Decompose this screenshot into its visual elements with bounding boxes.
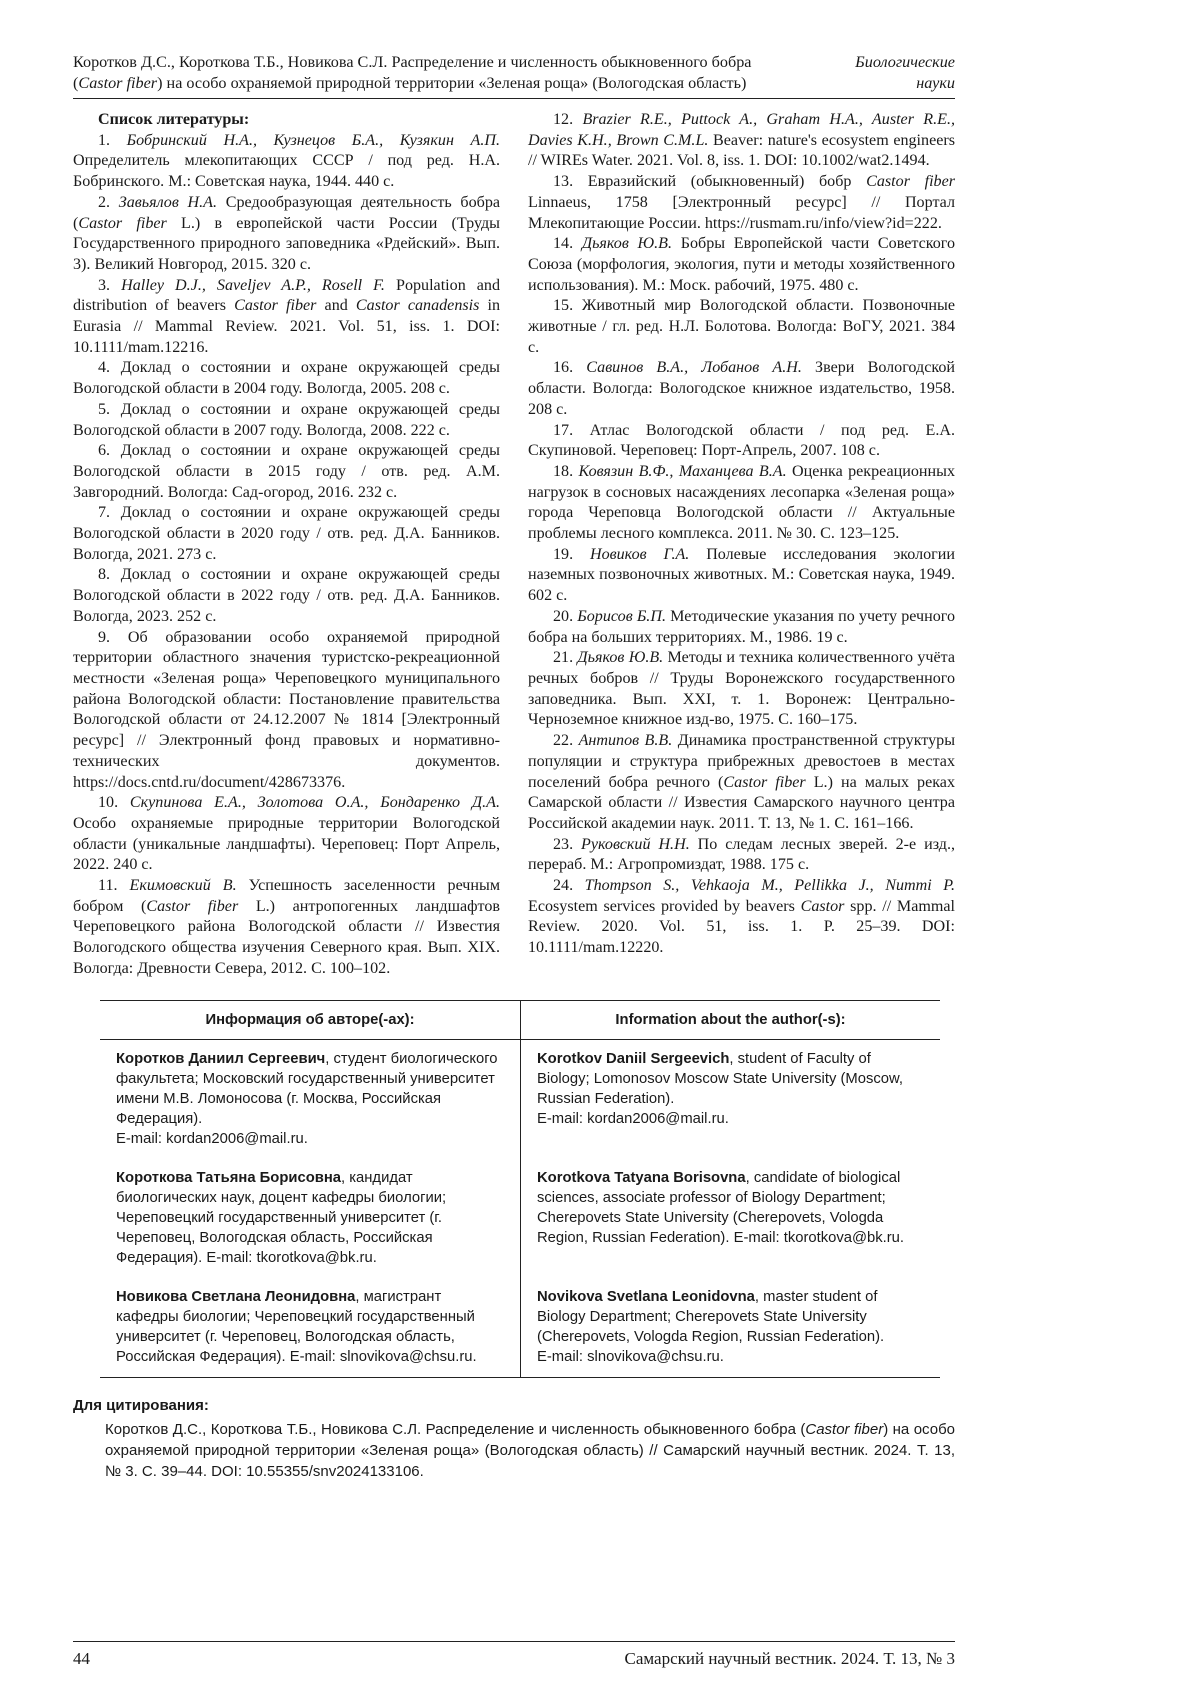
reference-item: 2. Завьялов Н.А. Средообразующая деятельность бобра (Castor fiber L.) в европейской части России (Труды Государственного природного заповедника «Рдейский». Вып. 3). Великий Новгород, 2015. 320 с. xyxy=(73,193,501,273)
reference-item: 1. Бобринский Н.А., Кузнецов Б.А., Кузякин А.П. Определитель млекопитающих СССР / под ред. Н.А. Бобринского. М.: Советская наука, 1944. 440 с. xyxy=(73,131,501,191)
author-info-en: Korotkova Tatyana Borisovna, candidate of biological sciences, associate professor of Biology Department; Cherepovets State University (Cherepovets, Vologda Region, Russian Federation). E-mail: tkorotkova@bk.ru. xyxy=(520,1159,940,1278)
references-heading: Список литературы: xyxy=(98,111,250,128)
reference-item: 23. Руковский Н.Н. По следам лесных зверей. 2-е изд., перераб. М.: Агропромиздат, 1988. 175 с. xyxy=(528,835,956,874)
author-info-ru: Новикова Светлана Леонидовна, магистрант кафедры биологии; Череповецкий государственный университет (г. Череповец, Вологодская область, Российская Федерация). E-mail: slnovikova@chsu.ru. xyxy=(116,1288,477,1365)
author-info-ru: Коротков Даниил Сергеевич, студент биологического факультета; Московский государственный университет имени М.В. Ломоносова (г. Москва, Российская Федерация). E-mail: kordan2006@mail.ru. xyxy=(116,1050,498,1147)
references-column-left xyxy=(73,110,500,980)
reference-item: 9. Об образовании особо охраняемой природной территории областного значения туристско-рекреационной местности «Зеленая роща» Череповецкого муниципального района Вологодской области: Постановление правительства Вологодской области от 24.12.2007 № 1814 [Электронный ресурс] // Электронный фонд правовых и нормативно-технических документов. https://docs.cntd.ru/document/428673376. xyxy=(73,628,500,791)
journal-name: Самарский научный вестник. 2024. Т. 13, № 3 xyxy=(624,1649,955,1668)
section-label-line1: Биологические xyxy=(855,53,955,71)
references-columns xyxy=(73,110,955,980)
citation-label: Для цитирования: xyxy=(73,1396,209,1414)
reference-item: 20. Борисов Б.П. Методические указания по учету речного бобра на больших территориях. М., 1986. 19 с. xyxy=(528,607,955,646)
reference-item: 17. Атлас Вологодской области / под ред. Е.А. Скупиновой. Череповец: Порт-Апрель, 2007. 108 с. xyxy=(528,421,955,460)
author-row xyxy=(100,1040,940,1159)
references-column-right xyxy=(528,110,955,980)
reference-item: 5. Доклад о состоянии и охране окружающей среды Вологодской области в 2007 году. Вологда, 2008. 222 с. xyxy=(73,400,500,439)
reference-item: 13. Евразийский (обыкновенный) бобр Castor fiber Linnaeus, 1758 [Электронный ресурс] // Портал Млекопитающие России. https://rusmam.ru/info/view?id=222. xyxy=(528,173,955,232)
reference-item: 7. Доклад о состоянии и охране окружающей среды Вологодской области в 2020 году / отв. ред. Д.А. Банников. Вологда, 2021. 273 с. xyxy=(73,504,500,563)
citation-block xyxy=(73,1395,955,1482)
running-title-line2: (Castor fiber) на особо охраняемой природной территории «Зеленая роща» (Вологодская область) xyxy=(73,74,747,92)
reference-item: 19. Новиков Г.А. Полевые исследования экологии наземных позвоночных животных. М.: Советская наука, 1949. 602 с. xyxy=(528,545,955,605)
authors-table-header-en: Information about the author(-s): xyxy=(520,1001,940,1039)
reference-item: 3. Halley D.J., Saveljev A.P., Rosell F. Population and distribution of beavers Castor fiber and Castor canadensis in Eurasia // Mammal Review. 2021. Vol. 51, iss. 1. DOI: 10.1111/mam.12216. xyxy=(73,276,501,356)
reference-item: 6. Доклад о состоянии и охране окружающей среды Вологодской области в 2015 году / отв. ред. А.М. Завгородний. Вологда: Сад-огород, 2016. 232 с. xyxy=(73,442,500,501)
running-header xyxy=(73,52,955,99)
reference-item: 10. Скупинова Е.А., Золотова О.А., Бондаренко Д.А. Особо охраняемые природные территории Вологодской области (уникальные ландшафты). Череповец: Порт Апрель, 2022. 240 с. xyxy=(73,794,500,874)
author-info-en: Novikova Svetlana Leonidovna, master student of Biology Department; Cherepovets State University (Cherepovets, Vologda Region, Russian Federation). E-mail: slnovikova@chsu.ru. xyxy=(520,1278,940,1377)
reference-item: 8. Доклад о состоянии и охране окружающей среды Вологодской области в 2022 году / отв. ред. Д.А. Банников. Вологда, 2023. 252 с. xyxy=(73,566,500,625)
page-number: 44 xyxy=(73,1649,90,1668)
author-info-en: Korotkov Daniil Sergeevich, student of Faculty of Biology; Lomonosov Moscow State University (Moscow, Russian Federation). E-mail: kordan2006@mail.ru. xyxy=(520,1040,940,1159)
page-content xyxy=(73,52,955,1482)
author-row xyxy=(100,1278,940,1377)
reference-item: 4. Доклад о состоянии и охране окружающей среды Вологодской области в 2004 году. Вологда, 2005. 208 с. xyxy=(73,359,500,398)
citation-text: Коротков Д.С., Короткова Т.Б., Новикова С.Л. Распределение и численность обыкновенного бобра (Castor fiber) на особо охраняемой природной территории «Зеленая роща» (Вологодская область) // Самарский научный вестник. 2024. Т. 13, № 3. С. 39–44. DOI: 10.55355/snv2024133106. xyxy=(105,1420,955,1480)
section-label-line2: науки xyxy=(916,74,955,92)
section-label xyxy=(855,52,955,94)
reference-item: 11. Екимовский В. Успешность заселенности речным бобром (Castor fiber L.) антропогенных ландшафтов Череповецкого района Вологодской области // Известия Вологодского общества изучения Северного края. Вып. XIX. Вологда: Древности Севера, 2012. С. 100–102. xyxy=(73,877,501,977)
reference-item: 14. Дьяков Ю.В. Бобры Европейской части Советского Союза (морфология, экология, пути и методы хозяйственного использования). М.: Моск. рабочий, 1975. 480 с. xyxy=(528,235,956,294)
author-info-ru: Короткова Татьяна Борисовна, кандидат биологических наук, доцент кафедры биологии; Череповецкий государственный университет (г. Череповец, Вологодская область, Российская Федерация). E-mail: tkorotkova@bk.ru. xyxy=(116,1169,447,1266)
page-footer xyxy=(73,1641,955,1670)
reference-item: 22. Антипов В.В. Динамика пространственной структуры популяции и структура прибрежных древостоев в местах поселений бобра речного (Castor fiber L.) на малых реках Самарской области // Известия Самарского научного центра Российской академии наук. 2011. Т. 13, № 1. С. 161–166. xyxy=(528,732,956,832)
reference-item: 24. Thompson S., Vehkaoja M., Pellikka J., Nummi P. Ecosystem services provided by beavers Castor spp. // Mammal Review. 2020. Vol. 51, iss. 1. P. 25–39. DOI: 10.1111/mam.12220. xyxy=(528,877,956,957)
running-title xyxy=(73,52,751,94)
authors-table-header-ru: Информация об авторе(-ах): xyxy=(205,1011,415,1028)
author-row xyxy=(100,1159,940,1278)
authors-table xyxy=(100,1000,940,1378)
reference-item: 12. Brazier R.E., Puttock A., Graham H.A., Auster R.E., Davies K.H., Brown C.M.L. Beaver: nature's ecosystem engineers // WIREs Water. 2021. Vol. 8, iss. 1. DOI: 10.1002/wat2.1494. xyxy=(528,111,955,170)
reference-item: 18. Ковязин В.Ф., Маханцева В.А. Оценка рекреационных нагрузок в сосновых насаждениях лесопарка «Зеленая роща» города Череповца Вологодской области // Актуальные проблемы лесного комплекса. 2011. № 30. С. 123–125. xyxy=(528,462,956,543)
authors-table-header xyxy=(100,1001,940,1040)
reference-item: 16. Савинов В.А., Лобанов А.Н. Звери Вологодской области. Вологда: Вологодское книжное издательство, 1958. 208 с. xyxy=(528,359,956,418)
reference-item: 15. Животный мир Вологодской области. Позвоночные животные / гл. ред. Н.Л. Болотова. Вологда: ВоГУ, 2021. 384 с. xyxy=(528,297,955,356)
running-title-line1: Коротков Д.С., Короткова Т.Б., Новикова С.Л. Распределение и численность обыкновенного бобра xyxy=(73,53,752,71)
reference-item: 21. Дьяков Ю.В. Методы и техника количественного учёта речных бобров // Труды Воронежского государственного заповедника. Вып. XXI, т. 1. Воронеж: Центрально-Черноземное книжное изд-во, 1975. С. 160–175. xyxy=(528,649,956,729)
